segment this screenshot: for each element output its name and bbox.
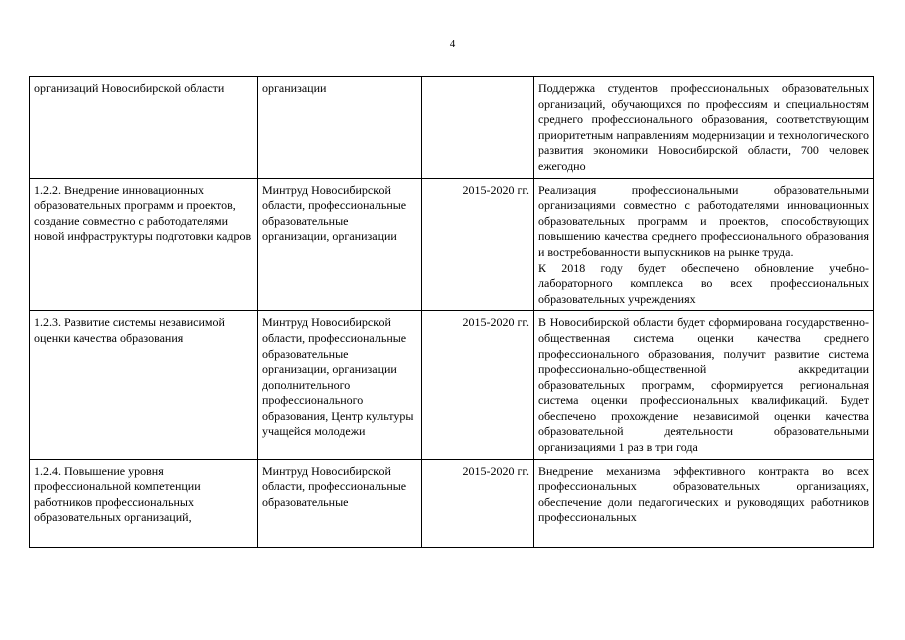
result-cell xyxy=(534,311,874,459)
executors-cell: Минтруд Новосибирской области, профессиональные образовательные организации, организации xyxy=(258,178,422,311)
table-row xyxy=(30,77,874,179)
result-paragraph: Реализация профессиональными образовательными организациями совместно с работодателями инновационных образовательных программ и проектов, способствующих повышению качества среднего профессионального образования и востребованности выпускников на рынке труда. xyxy=(538,182,869,259)
period-cell: 2015-2020 гг. xyxy=(422,178,534,311)
result-cell xyxy=(534,77,874,179)
executors-cell: Минтруд Новосибирской области, профессиональные образовательные организации, организации дополнительного профессионального образования, Центр культуры учащейся молодежи xyxy=(258,311,422,459)
result-paragraph: Внедрение механизма эффективного контракта во всех профессиональных образовательных организациях, обеспечение доли педагогических и руководящих работников профессиональных xyxy=(538,463,869,525)
activity-cell: 1.2.3. Развитие системы независимой оценки качества образования xyxy=(30,311,258,459)
period-cell: 2015-2020 гг. xyxy=(422,311,534,459)
executors-cell: организации xyxy=(258,77,422,179)
result-paragraph: В Новосибирской области будет сформирована государственно-общественная система оценки качества среднего профессионального образования, получит развитие система профессионально-общественной аккредитации образовательных программ, сформируется региональная система оценки профессиональных квалификаций. Будет обеспечено прохождение независимой оценки качества образовательной деятельности образовательными организациями 1 раз в три года xyxy=(538,315,869,455)
period-cell: 2015-2020 гг. xyxy=(422,459,534,547)
result-cell xyxy=(534,178,874,311)
result-paragraph: К 2018 году будет обеспечено обновление учебно-лабораторного комплекса во всех профессиональных образовательных учреждениях xyxy=(538,260,869,306)
program-table xyxy=(29,76,874,548)
page-number: 4 xyxy=(449,38,456,50)
result-paragraph: Поддержка студентов профессиональных образовательных организаций, обучающихся по профессиям и специальностям среднего профессионального образования, соответствующим приоритетным направлениям модернизации и технологического развития экономики Новосибирской области, 700 человек ежегодно xyxy=(538,81,869,173)
table-row xyxy=(30,178,874,311)
activity-cell: 1.2.4. Повышение уровня профессиональной компетенции работников профессиональных образовательных организаций, xyxy=(30,459,258,547)
activity-cell: 1.2.2. Внедрение инновационных образовательных программ и проектов, создание совместно с работодателями новой инфраструктуры подготовки кадров xyxy=(30,178,258,311)
executors-cell: Минтруд Новосибирской области, профессиональные образовательные xyxy=(258,459,422,547)
period-cell xyxy=(422,77,534,179)
activity-cell: организаций Новосибирской области xyxy=(30,77,258,179)
table-row xyxy=(30,311,874,459)
result-cell xyxy=(534,459,874,547)
table-row xyxy=(30,459,874,547)
